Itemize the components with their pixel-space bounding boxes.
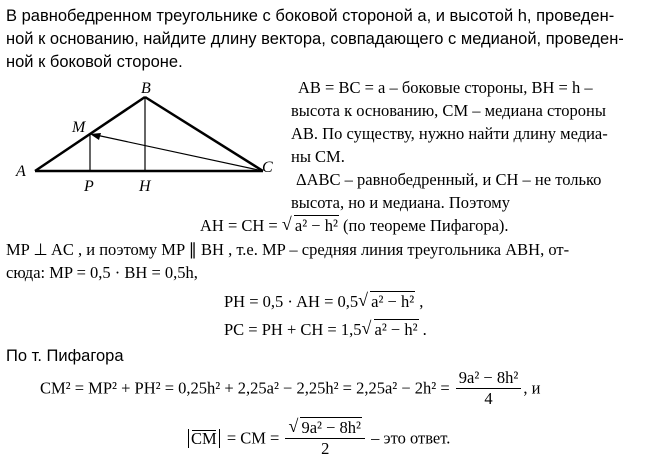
eq-final-mid: = CM =	[222, 428, 284, 448]
solution-line-5: ΔABC – равнобедренный, и CH – не только	[296, 170, 602, 189]
eq-PC-radicand: a² − h²	[374, 320, 418, 339]
median-CM	[96, 135, 263, 171]
label-B: B	[141, 80, 151, 97]
eq-PC-end: .	[418, 320, 427, 339]
eq-AH	[200, 216, 509, 236]
solution-line-2: высота к основанию, CM – медиана стороны	[291, 101, 606, 120]
label-M: M	[72, 119, 86, 136]
problem-line-2: ной к основанию, найдите длину вектора, совпадающего с медианой, проведен-	[6, 30, 624, 48]
eq-final-denominator: 2	[321, 439, 330, 458]
eq-AH-note: (по теореме Пифагора).	[338, 216, 509, 235]
label-P: P	[84, 178, 94, 195]
solution-line-3: AB. По существу, нужно найти длину медиа-	[291, 124, 608, 143]
eq-CM2-numerator: 9a² − 8h²	[456, 368, 522, 389]
eq-AH-radicand: a² − h²	[294, 216, 338, 235]
vector-CM: CM	[191, 428, 217, 448]
eq-CM2-end: , и	[523, 378, 541, 398]
solution-line-4: ны CM.	[291, 147, 345, 166]
mp-line-2: сюда: MP = 0,5 · BH = 0,5h,	[6, 263, 198, 282]
eq-final-end: – это ответ.	[367, 428, 451, 448]
pythagoras-label: По т. Пифагора	[6, 347, 124, 365]
problem-line-3: ной к боковой стороне.	[6, 53, 183, 71]
label-C: C	[262, 159, 273, 176]
solution-line-6: высота, но и медиана. Поэтому	[291, 193, 510, 212]
side-BC	[145, 97, 263, 171]
label-H: H	[139, 178, 151, 195]
eq-CM-squared	[40, 368, 540, 409]
eq-PH-end: ,	[415, 292, 424, 311]
eq-PC-left: PC = PH + CH = 1,5	[224, 320, 362, 339]
triangle-figure	[0, 70, 300, 195]
mp-line-1: MP ⊥ AC , и поэтому MP ∥ BH , т.е. MP – средняя линия треугольника ABH, от-	[6, 240, 570, 259]
eq-PC	[224, 320, 427, 340]
eq-final-radicand: 9a² − 8h²	[301, 418, 362, 437]
eq-PH-left: PH = 0,5 · AH = 0,5	[224, 292, 359, 311]
solution-line-1: AB = BC = a – боковые стороны, BH = h –	[298, 78, 593, 97]
eq-CM2-left: CM² = MP² + PH² = 0,25h² + 2,25a² − 2,25h² = 2,25a² − 2h² =	[40, 378, 454, 398]
eq-CM2-denominator: 4	[484, 389, 493, 408]
eq-PH	[224, 292, 423, 312]
median-arrowhead	[90, 133, 101, 140]
eq-PH-radicand: a² − h²	[371, 292, 415, 311]
eq-final-answer	[188, 418, 450, 459]
eq-AH-left: AH = CH =	[200, 216, 282, 235]
problem-line-1: В равнобедренном треугольнике с боковой стороной a, и высотой h, проведен-	[6, 7, 615, 25]
label-A: A	[16, 163, 26, 180]
